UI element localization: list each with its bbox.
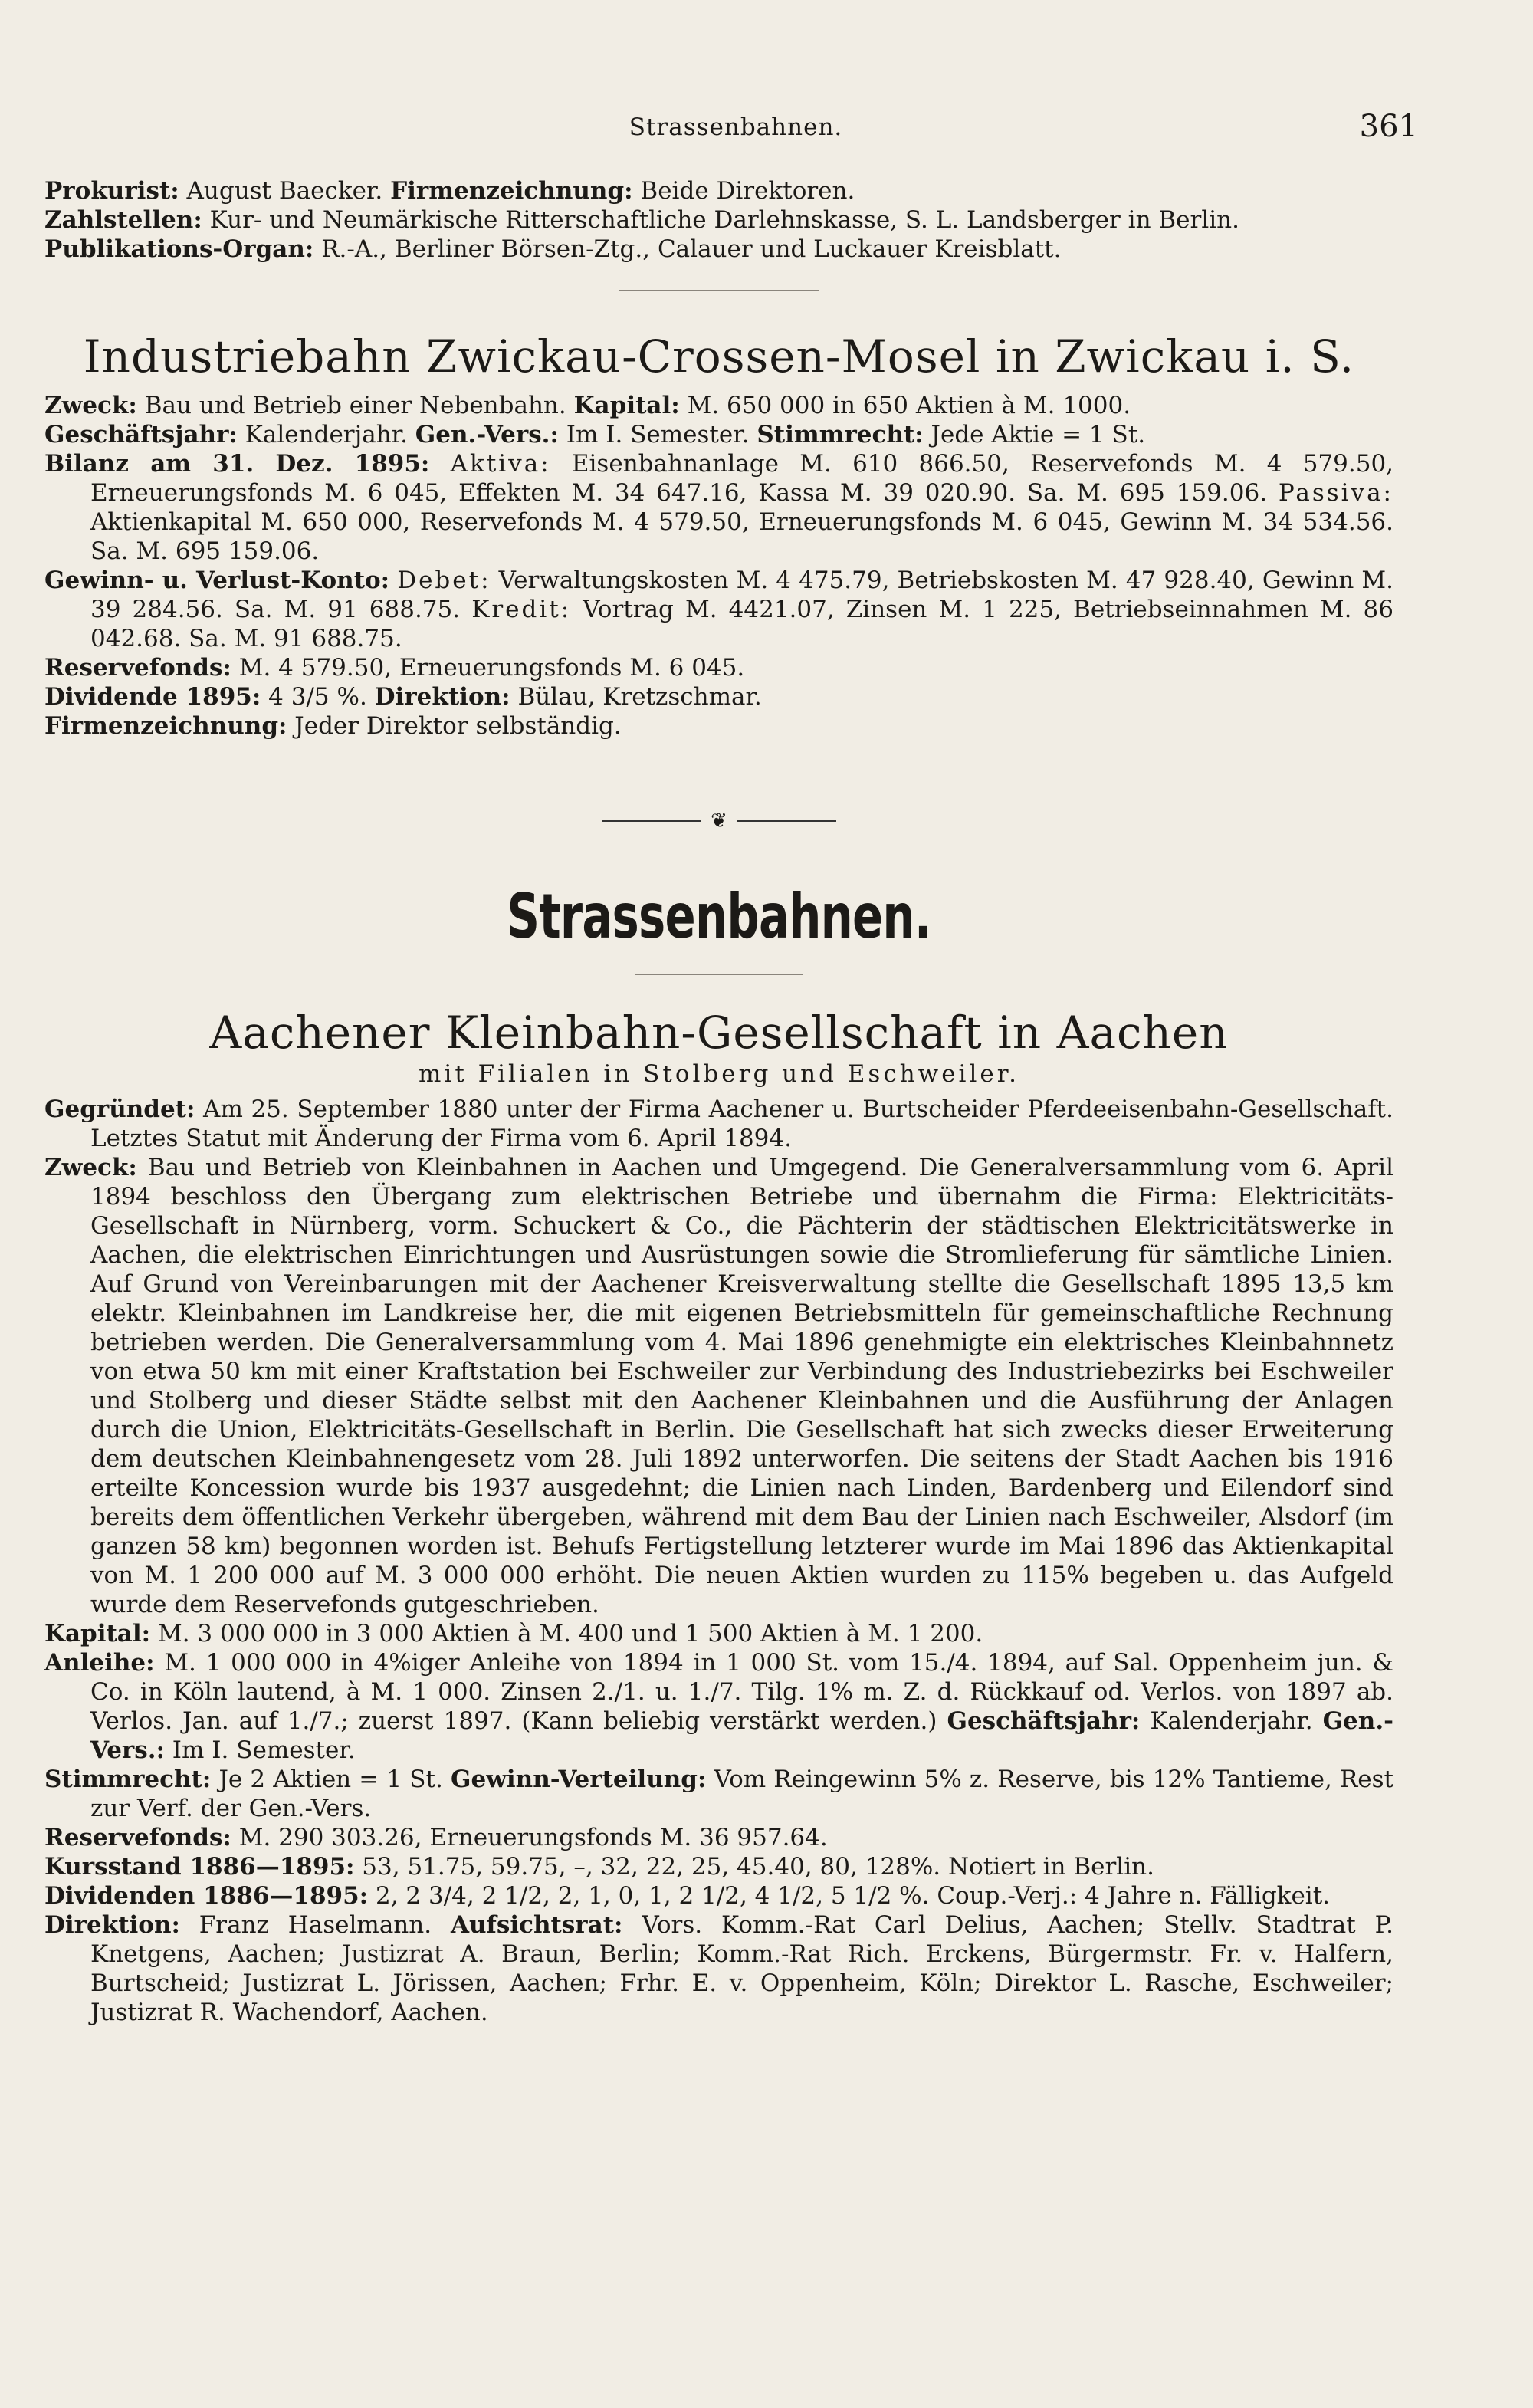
aktiva-label: Aktiva: <box>450 450 551 478</box>
entry-zweck <box>44 1153 1393 1619</box>
ornament-icon: ❦ <box>711 810 727 833</box>
entry-key: Firmenzeichnung: <box>44 712 287 740</box>
entry-text: Jeder Direktor selbständig. <box>287 712 622 740</box>
entry-key: Direktion: <box>44 1911 180 1939</box>
entry-reservefonds <box>44 653 1393 682</box>
entry-kapital <box>44 1619 1393 1648</box>
entry-text: Aktienkapital M. 650 000, Reservefonds M. 4 579.50, Erneuerungsfonds M. 6 045, Gewinn M. 34 534.56. Sa. M. 695 159.06. <box>90 508 1393 565</box>
entry-key: Kapital: <box>44 1620 151 1647</box>
entry-direktion <box>44 1910 1393 2027</box>
entry-text: Bau und Betrieb von Kleinbahnen in Aachen und Umgegend. Die Generalversammlung vom 6. April 1894 beschloss den Übergang zum elektrischen Betriebe und übernahm die Firma: Elektricitäts-Gesellschaft in Nürnberg, vorm. Schuckert & Co., die Pächterin der städtischen Elektricitätswerke in Aachen, die elektrischen Einrichtungen und Ausrüstungen sowie die Stromlieferung für sämtliche Linien. Auf Grund von Vereinbarungen mit der Aachener Kreisverwaltung stellte die Gesellschaft 1895 13,5 km elektr. Kleinbahnen im Landkreise her, die mit eigenen Betriebsmitteln für gemeinschaftliche Rechnung betrieben werden. Die Generalversammlung vom 4. Mai 1896 genehmigte ein elektrisches Kleinbahnnetz von etwa 50 km mit einer Kraftstation bei Eschweiler zur Verbindung des Industriebezirks bei Eschweiler und Stolberg und dieser Städte selbst mit den Aachener Kleinbahnen und die Ausführung der Anlagen durch die Union, Elektricitäts-Gesellschaft in Berlin. Die Gesellschaft hat sich zwecks dieser Erweiterung dem deutschen Kleinbahnengesetz vom 28. Juli 1892 unterworfen. Die seitens der Stadt Aachen bis 1916 erteilte Koncession wurde bis 1937 ausgedehnt; die Linien nach Linden, Bardenberg und Eilendorf sind bereits dem öffentlichen Verkehr übergeben, während mit dem Bau der Linien nach Eschweiler, Alsdorf (im ganzen 58 km) begonnen worden ist. Behufs Fertigstellung letzterer wurde im Mai 1896 das Aktienkapital von M. 1 200 000 auf M. 3 000 000 erhöht. Die neuen Aktien wurden zu 115% begeben u. das Aufgeld wurde dem Reservefonds gutgeschrieben. <box>90 1154 1393 1618</box>
entry-text: Am 25. September 1880 unter der Firma Aachener u. Burtscheider Pferdeeisenbahn-Gesellschaft. Letztes Statut mit Änderung der Firma vom 6. April 1894. <box>90 1096 1393 1152</box>
entry-text: Im I. Semester. <box>164 1736 356 1764</box>
entry-gewinn-verlust <box>44 566 1393 653</box>
entry-kursstand <box>44 1852 1393 1881</box>
entry-key: Direktion: <box>374 683 510 711</box>
entry-geschaeftsjahr <box>44 420 1393 449</box>
entry-key: Dividende 1895: <box>44 683 261 711</box>
entry-text: Vortrag M. 4421.07, Zinsen M. 1 225, Betriebseinnahmen M. 86 042.68. Sa. M. 91 688.75. <box>90 596 1394 652</box>
entry-prokurist <box>44 176 1393 205</box>
entry-text: M. 4 579.50, Erneuerungsfonds M. 6 045. <box>231 654 745 682</box>
entry-text: R.-A., Berliner Börsen-Ztg., Calauer und Luckauer Kreisblatt. <box>313 235 1062 263</box>
entry-key: Kapital: <box>573 392 680 419</box>
entry-key: Aufsichtsrat: <box>450 1911 623 1939</box>
entry-zweck <box>44 391 1393 420</box>
entry-dividende <box>44 682 1393 711</box>
entry-key: Stimmrecht: <box>44 1766 212 1793</box>
entry-key: Prokurist: <box>44 177 179 205</box>
entry-key: Zahlstellen: <box>44 206 202 234</box>
entry-text: Franz Haselmann. <box>179 1911 451 1939</box>
entry-text: August Baecker. <box>179 177 391 205</box>
company-subtitle: mit Filialen in Stolberg und Eschweiler. <box>419 1060 1019 1088</box>
entry-key: Reservefonds: <box>44 1824 231 1851</box>
entry-text: Beide Direktoren. <box>632 177 855 205</box>
entry-key: Firmenzeichnung: <box>390 177 633 205</box>
entry-key: Gewinn- u. Verlust-Konto: <box>44 567 390 594</box>
entry-key: Zweck: <box>44 1154 137 1181</box>
entry-firmenzeichnung <box>44 711 1393 741</box>
ornament-line <box>737 820 836 822</box>
entry-text: Im I. Semester. <box>558 421 757 448</box>
page-header <box>54 109 1418 152</box>
entry-key: Reservefonds: <box>44 654 231 682</box>
company-title-aachen: Aachener Kleinbahn-Gesellschaft in Aachen <box>209 1007 1229 1059</box>
entry-key: Geschäftsjahr: <box>44 421 238 448</box>
entry-key: Bilanz am 31. Dez. 1895: <box>44 450 430 478</box>
entry-key: Zweck: <box>44 392 137 419</box>
entry-key: Publikations-Organ: <box>44 235 314 263</box>
entry-text: M. 290 303.26, Erneuerungsfonds M. 36 957.64. <box>231 1824 828 1851</box>
debet-label: Debet: <box>397 567 491 594</box>
entry-key: Gen.-Vers.: <box>415 421 559 448</box>
separator-rule <box>635 974 803 975</box>
entry-dividenden <box>44 1881 1393 1910</box>
entry-reservefonds <box>44 1823 1393 1852</box>
entry-text: Vors. Komm.-Rat Carl Delius, Aachen; Stellv. Stadtrat P. Knetgens, Aachen; Justizrat A. Braun, Berlin; Komm.-Rat Rich. Erckens, Bürgermstr. Fr. v. Halfern, Burtscheid; Justizrat L. Jörissen, Aachen; Frhr. E. v. Oppenheim, Köln; Direktor L. Rasche, Eschweiler; Justizrat R. Wachendorf, Aachen. <box>90 1911 1393 2026</box>
entry-text: Kalenderjahr. <box>237 421 415 448</box>
passiva-label: Passiva: <box>1278 479 1393 507</box>
entry-text: 2, 2 3/4, 2 1/2, 2, 1, 0, 1, 2 1/2, 4 1/2, 5 1/2 %. Coup.-Verj.: 4 Jahre n. Fälligkeit. <box>368 1882 1331 1910</box>
entry-text: M. 1 000 000 in 4%iger Anleihe von 1894 in 1 000 St. vom 15./4. 1894, auf Sal. Oppenheim jun. & Co. in Köln lautend, à M. 1 000. Zinsen 2./1. u. 1./7. Tilg. 1% m. Z. d. Rückkauf od. Verlos. von 1897 ab. Verlos. Jan. auf 1./7.; zuerst 1897. (Kann beliebig verstärkt werden.) <box>90 1649 1393 1735</box>
entry-key: Kursstand 1886—1895: <box>44 1853 355 1881</box>
entry-stimmrecht <box>44 1765 1393 1823</box>
entry-text: Jede Aktie = 1 St. <box>923 421 1146 448</box>
entry-text: Bülau, Kretzschmar. <box>510 683 762 711</box>
entry-anleihe <box>44 1648 1393 1765</box>
running-title: Strassenbahnen. <box>629 113 843 141</box>
entry-text: Vom Reingewinn 5% z. Reserve, bis 12% Tantieme, Rest zur Verf. der Gen.-Vers. <box>90 1766 1394 1822</box>
entry-text: 53, 51.75, 59.75, –, 32, 22, 25, 45.40, 80, 128%. Notiert in Berlin. <box>354 1853 1154 1881</box>
entry-key: Stimmrecht: <box>757 421 924 448</box>
kredit-label: Kredit: <box>471 596 572 623</box>
entry-key: Dividenden 1886—1895: <box>44 1882 369 1910</box>
entry-text: Verwaltungskosten M. 4 475.79, Betriebskosten M. 47 928.40, Gewinn M. 39 284.56. Sa. M. 91 688.75. <box>90 567 1393 623</box>
entry-text: M. 650 000 in 650 Aktien à M. 1000. <box>679 392 1131 419</box>
entry-key: Anleihe: <box>44 1649 155 1677</box>
separator-rule <box>619 290 819 291</box>
company-title-zwickau: Industriebahn Zwickau-Crossen-Mosel in Zwickau i. S. <box>83 330 1355 383</box>
page-number: 361 <box>1359 109 1418 144</box>
entry-key: Geschäftsjahr: <box>947 1707 1141 1735</box>
entry-text: Kalenderjahr. <box>1140 1707 1323 1735</box>
entry-text: Bau und Betrieb einer Nebenbahn. <box>136 392 574 419</box>
entry-bilanz <box>44 449 1393 566</box>
entry-key: Gewinn-Verteilung: <box>451 1766 707 1793</box>
entry-gegruendet <box>44 1095 1393 1153</box>
ornament-line <box>602 820 701 822</box>
page-body <box>44 176 1393 2027</box>
entry-zahlstellen <box>44 205 1393 235</box>
entry-publikations-organ <box>44 235 1393 264</box>
entry-text: 4 3/5 %. <box>261 683 375 711</box>
entry-text: Kur- und Neumärkische Ritterschaftliche Darlehnskasse, S. L. Landsberger in Berlin. <box>202 206 1239 234</box>
entry-text: M. 3 000 000 in 3 000 Aktien à M. 400 und 1 500 Aktien à M. 1 200. <box>150 1620 983 1647</box>
entry-key: Gen.-Vers.: <box>90 1707 1393 1764</box>
entry-text: Eisenbahnanlage M. 610 866.50, Reservefonds M. 4 579.50, Erneuerungsfonds M. 6 045, Effekten M. 34 647.16, Kassa M. 39 020.90. Sa. M. 695 159.06. <box>90 450 1394 507</box>
section-heading: Strassenbahnen. <box>507 881 931 952</box>
entry-text: Je 2 Aktien = 1 St. <box>211 1766 451 1793</box>
entry-key: Gegründet: <box>44 1096 195 1123</box>
ornament-divider <box>44 811 1393 831</box>
